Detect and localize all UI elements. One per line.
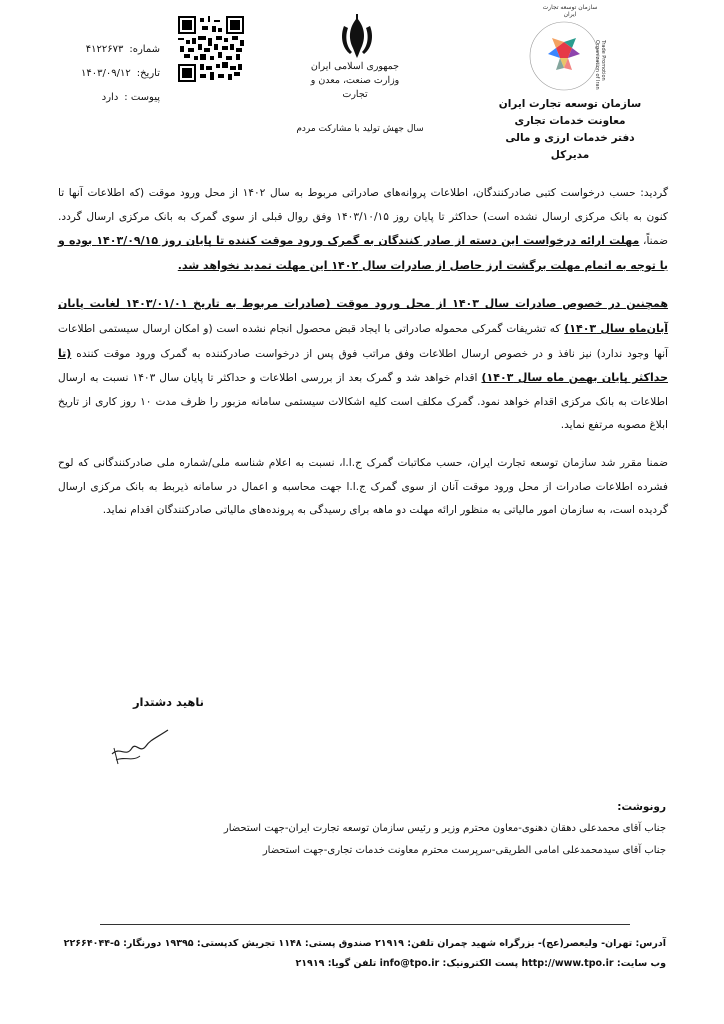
emphasized-text: (تا حداکثر پایان بهمن ماه سال ۱۴۰۳) bbox=[58, 346, 669, 385]
cc-recipient: جناب آقای سیدمحمدعلی امامی الطریقی-سرپرست محترم معاونت خدمات تجاری-جهت استحضار bbox=[262, 845, 666, 856]
org-line: معاونت خدمات تجاری bbox=[514, 115, 626, 127]
cc-heading: رونوشت: bbox=[617, 801, 666, 813]
emphasized-text: مهلت ارائه درخواست این دسته از صادر کنندگان به گمرک ورود موقت کننده تا پایان روز ۱۴۰۳/۰۹/۱۵ بوده و با توجه به اتمام مهلت برگشت ارز حاصل از صادرات سال ۱۴۰۲ این مهلت تمدید نخواهد شد. bbox=[58, 234, 668, 272]
footer-address: آدرس: تهران- ولیعصر(عج)- بزرگراه شهید چمران تلفن: ۲۱۹۱۹ صندوق پستی: ۱۱۴۸ تجریش کدپستی: ۱۹۳۹۵ دورنگار: ۵-۲۲۶۶۴۰۴۴ bbox=[63, 938, 666, 949]
footer bbox=[40, 934, 666, 974]
paragraph-text: که تشریفات گمرکی محموله صادراتی با ایجاد قبض محصول انجام نشده است (و امکان ارسال سیستمی اطلاعات آنها وجود ندارد) نیز نافذ و در خصوص ارسال اطلاعات وفق مراتب فوق پس از درخواست صادرکننده به گمرک ورود موقت کننده bbox=[58, 322, 668, 360]
body-paragraph-2 bbox=[58, 292, 668, 438]
attachment-row bbox=[60, 86, 160, 110]
signature-icon bbox=[106, 724, 176, 768]
issuing-office bbox=[470, 96, 670, 164]
letter-body bbox=[58, 182, 668, 537]
org-line: دفتر خدمات ارزی و مالی bbox=[505, 132, 635, 144]
emphasized-text: همچنین در خصوص صادرات سال ۱۴۰۳ از محل ورود موقت (صادرات مربوط به تاریخ ۱۴۰۳/۰۱/۰۱ لغایت پایان آبان‌ماه سال ۱۴۰۳) bbox=[58, 297, 669, 335]
letter-number-row bbox=[60, 38, 160, 62]
cc-recipient: جناب آقای محمدعلی دهقان دهنوی-معاون محترم وزیر و رئیس سازمان توسعه تجارت ایران-جهت استحضار bbox=[223, 823, 666, 834]
signatory-name: ناهید دشتدار bbox=[132, 695, 204, 709]
letter-metadata bbox=[60, 38, 160, 110]
letter-number-label: شماره: bbox=[129, 44, 160, 55]
body-paragraph-1 bbox=[58, 182, 668, 278]
paragraph-text: اقدام خواهد شد و گمرک بعد از بررسی اطلاعات و حداکثر تا پایان سال ۱۴۰۳ نسبت به ارسال اطلاعات به بانک مرکزی اقدام خواهد نمود. گمرک مکلف است کلیه اشکالات سیستمی سامانه مزبور را ظرف مدت ۱۰ روز کاری از تاریخ ابلاغ مصوبه مرتفع نماید. bbox=[58, 372, 668, 432]
attachment-value: دارد bbox=[101, 92, 119, 103]
letter-number-value: ۴۱۲۲۶۷۳ bbox=[85, 44, 124, 55]
gov-line: وزارت صنعت، معدن و تجارت bbox=[310, 75, 400, 100]
footer-contact: وب سایت: http://www.tpo.ir پست الکترونیک: info@tpo.ir تلفن گویا: ۲۱۹۱۹ bbox=[295, 958, 666, 969]
body-paragraph-3 bbox=[58, 452, 668, 523]
letter-date-value: ۱۴۰۳/۰۹/۱۲ bbox=[81, 68, 131, 79]
iran-emblem-icon bbox=[336, 14, 378, 60]
letter-date-row bbox=[60, 62, 160, 86]
paragraph-text: ضمنا مقرر شد سازمان توسعه تجارت ایران، حسب مکاتبات گمرک ج.ا.ا، نسبت به اعلام شناسه ملی/شماره ملی صادرکنندگانی که لوح فشرده اطلاعات صادرات از محل ورود موقت آنان از سوی گمرک ج.ا.ا جهت محاسبه و اعمال در سامانه ذیربط به بانک مرکزی ارسال گردیده است، به سازمان امور مالیاتی به منظور ارائه مهلت دو ماهه برای رسیدگی به پرونده‌های مالیاتی صادرکنندگان اقدام نماید. bbox=[58, 456, 668, 517]
year-slogan: سال جهش تولید با مشارکت مردم bbox=[296, 124, 424, 134]
qr-code-icon bbox=[178, 16, 244, 82]
logo-caption-en: Trade Promotion Organization of Iran bbox=[594, 40, 606, 90]
paragraph-text: گردید: حسب درخواست کتبی صادرکنندگان، اطلاعات پروانه‌های صادراتی مربوط به سال ۱۴۰۲ از محل ورود موقت (که اطلاعات آنها تا کنون به بانک مرکزی ارسال نشده است) حداکثر تا پایان روز ۱۴۰۳/۱۰/۱۵ وفق روال قبلی از سوی گمرک به بانک مرکزی ارسال گردد. ضمناً، bbox=[58, 187, 668, 248]
letter-date-label: تاریخ: bbox=[136, 68, 160, 79]
footer-divider bbox=[100, 924, 630, 925]
org-line: سازمان توسعه تجارت ایران bbox=[498, 98, 642, 110]
gov-line: جمهوری اسلامی ایران bbox=[310, 61, 400, 72]
government-heading bbox=[300, 60, 410, 102]
logo-caption: سازمان توسعه تجارت ایران bbox=[542, 4, 598, 18]
attachment-label: پیوست : bbox=[124, 92, 160, 103]
carbon-copy-section bbox=[220, 796, 666, 862]
org-line: مدیرکل bbox=[550, 149, 590, 161]
